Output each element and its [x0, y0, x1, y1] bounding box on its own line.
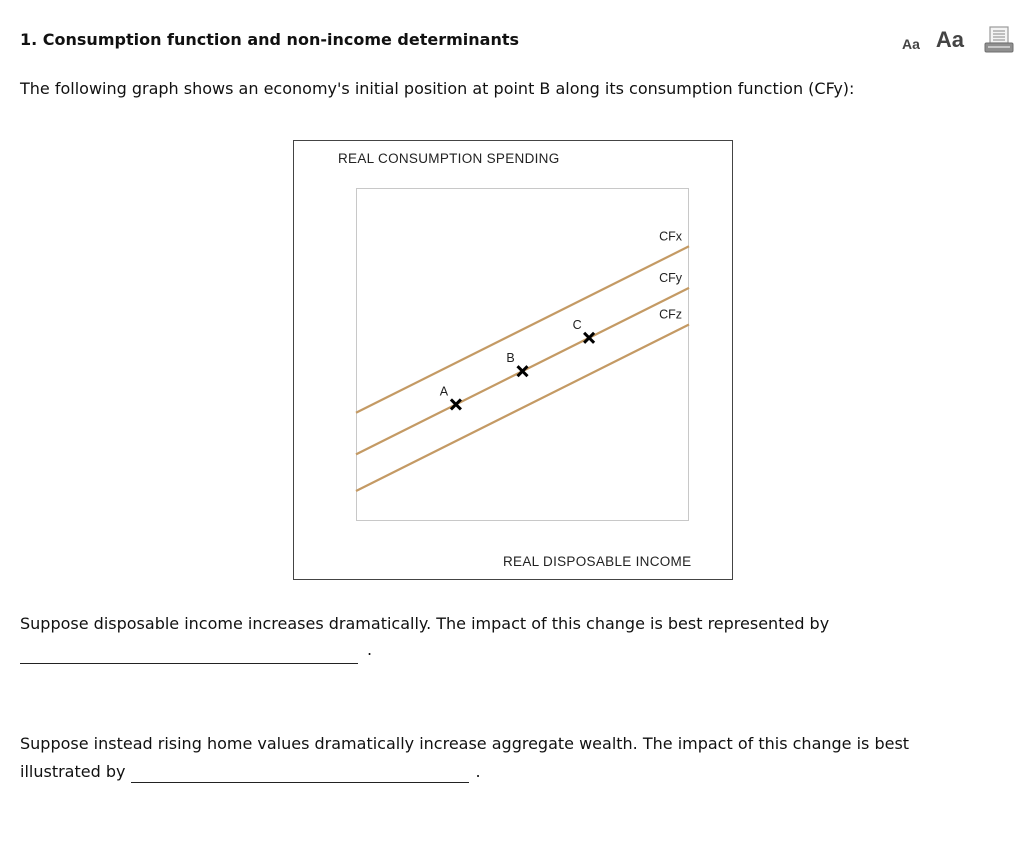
point-label-c: C	[572, 317, 582, 332]
question-2-block	[20, 730, 980, 786]
point-label-b: B	[506, 351, 515, 366]
question-2-period: .	[475, 762, 481, 781]
decrease-font-button[interactable]: Aa	[901, 36, 920, 52]
toolbar	[902, 26, 1014, 54]
series-label-cfz: CFz	[659, 307, 682, 322]
series-line-cfx	[356, 246, 689, 413]
point-marker-a	[451, 399, 461, 409]
question-1-period: .	[367, 640, 373, 659]
answer-dropdown-2[interactable]	[131, 764, 469, 783]
graph-frame	[293, 140, 733, 580]
plot-border	[357, 189, 689, 521]
increase-font-button[interactable]: Aa	[935, 27, 964, 52]
intro-text: The following graph shows an economy's initial position at point B along its consumption function (CFy):	[20, 79, 855, 98]
series-label-cfx: CFx	[659, 229, 682, 244]
plot-area	[356, 188, 689, 521]
y-axis-title: REAL CONSUMPTION SPENDING	[338, 151, 560, 166]
x-axis-title: REAL DISPOSABLE INCOME	[503, 554, 692, 569]
question-2-text: Suppose instead rising home values dramatically increase aggregate wealth. The impact of this change is best illustrated by	[20, 734, 910, 781]
answer-dropdown-1[interactable]	[20, 645, 358, 664]
print-icon[interactable]	[984, 26, 1014, 54]
point-marker-c	[584, 333, 594, 343]
question-title: 1. Consumption function and non-income determinants	[20, 30, 520, 49]
point-label-a: A	[439, 384, 449, 399]
question-1-text: Suppose disposable income increases dramatically. The impact of this change is best represented by	[20, 614, 830, 633]
series-label-cfy: CFy	[659, 270, 682, 285]
point-marker-b	[518, 366, 528, 376]
series-line-cfz	[356, 325, 689, 492]
